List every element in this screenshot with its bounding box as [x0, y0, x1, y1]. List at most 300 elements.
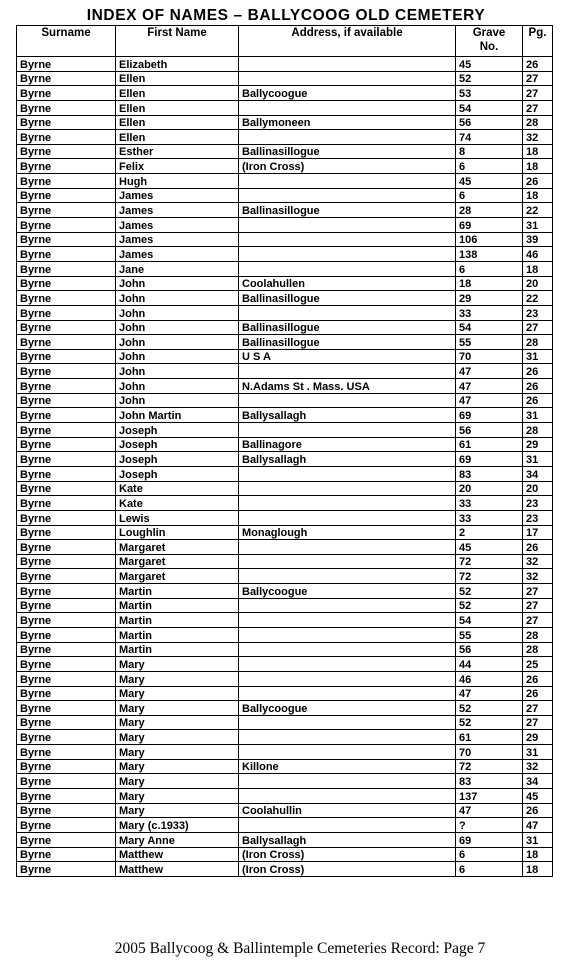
cell-address: Monaglough	[239, 525, 456, 540]
cell-grave-no: 28	[456, 203, 523, 218]
cell-surname: Byrne	[17, 657, 116, 672]
cell-surname: Byrne	[17, 203, 116, 218]
cell-address	[239, 774, 456, 789]
cell-surname: Byrne	[17, 730, 116, 745]
cell-page: 27	[523, 613, 553, 628]
cell-page: 47	[523, 818, 553, 833]
cell-surname: Byrne	[17, 188, 116, 203]
cell-address	[239, 130, 456, 145]
cell-page: 31	[523, 218, 553, 233]
table-row	[17, 320, 553, 335]
cell-grave-no: 74	[456, 130, 523, 145]
cell-address: Ballysallagh	[239, 408, 456, 423]
cell-grave-no: 29	[456, 291, 523, 306]
page-footer: 2005 Ballycoog & Ballintemple Cemeteries Record: Page 7	[114, 940, 486, 957]
cell-page: 39	[523, 232, 553, 247]
cell-first-name: Ellen	[116, 71, 239, 86]
table-row	[17, 510, 553, 525]
cell-surname: Byrne	[17, 247, 116, 262]
cell-grave-no: 45	[456, 174, 523, 189]
cell-first-name: James	[116, 247, 239, 262]
cell-address	[239, 57, 456, 72]
cell-first-name: Joseph	[116, 466, 239, 481]
cell-address: (Iron Cross)	[239, 159, 456, 174]
cell-surname: Byrne	[17, 437, 116, 452]
cell-address	[239, 305, 456, 320]
cell-surname: Byrne	[17, 525, 116, 540]
cell-address: Ballinasillogue	[239, 320, 456, 335]
cell-address	[239, 218, 456, 233]
cell-grave-no: 47	[456, 803, 523, 818]
table-row	[17, 818, 553, 833]
cell-first-name: James	[116, 218, 239, 233]
cell-first-name: Mary	[116, 686, 239, 701]
header-grave-line1: Grave	[472, 27, 506, 39]
cell-surname: Byrne	[17, 481, 116, 496]
cell-surname: Byrne	[17, 408, 116, 423]
cell-grave-no: 8	[456, 144, 523, 159]
table-row	[17, 657, 553, 672]
cell-page: 27	[523, 71, 553, 86]
cell-first-name: Joseph	[116, 437, 239, 452]
cell-address: Ballysallagh	[239, 832, 456, 847]
cell-first-name: Ellen	[116, 130, 239, 145]
cell-grave-no: 55	[456, 627, 523, 642]
header-row	[17, 26, 553, 57]
cell-page: 28	[523, 335, 553, 350]
table-row	[17, 671, 553, 686]
cell-address: Ballycoogue	[239, 86, 456, 101]
cell-address	[239, 789, 456, 804]
cell-first-name: Martin	[116, 627, 239, 642]
cell-page: 18	[523, 862, 553, 877]
table-row	[17, 613, 553, 628]
cell-grave-no: 47	[456, 393, 523, 408]
cell-grave-no: 33	[456, 305, 523, 320]
cell-page: 18	[523, 188, 553, 203]
cell-surname: Byrne	[17, 613, 116, 628]
table-row	[17, 393, 553, 408]
cell-page: 31	[523, 349, 553, 364]
table-row	[17, 584, 553, 599]
cell-page: 34	[523, 774, 553, 789]
table-row	[17, 174, 553, 189]
cell-address: Ballinasillogue	[239, 335, 456, 350]
cell-first-name: Jane	[116, 261, 239, 276]
cell-page: 26	[523, 540, 553, 555]
cell-first-name: Elizabeth	[116, 57, 239, 72]
header-grave-no	[456, 26, 523, 57]
cell-address: Ballymoneen	[239, 115, 456, 130]
cell-surname: Byrne	[17, 671, 116, 686]
cell-surname: Byrne	[17, 423, 116, 438]
cell-first-name: John	[116, 291, 239, 306]
table-row	[17, 364, 553, 379]
cell-grave-no: ?	[456, 818, 523, 833]
cell-grave-no: 69	[456, 408, 523, 423]
cell-address: Killone	[239, 759, 456, 774]
cell-first-name: Mary	[116, 701, 239, 716]
table-row	[17, 218, 553, 233]
cell-first-name: Mary	[116, 789, 239, 804]
cell-address: Ballinasillogue	[239, 203, 456, 218]
table-row	[17, 774, 553, 789]
cell-grave-no: 138	[456, 247, 523, 262]
cell-first-name: Kate	[116, 481, 239, 496]
cell-surname: Byrne	[17, 320, 116, 335]
table-row	[17, 232, 553, 247]
table-row	[17, 437, 553, 452]
cell-first-name: Martin	[116, 584, 239, 599]
cell-surname: Byrne	[17, 584, 116, 599]
cell-page: 27	[523, 86, 553, 101]
cell-surname: Byrne	[17, 686, 116, 701]
cell-surname: Byrne	[17, 276, 116, 291]
cell-grave-no: 70	[456, 349, 523, 364]
cell-address: U S A	[239, 349, 456, 364]
table-row	[17, 701, 553, 716]
cell-first-name: Ellen	[116, 86, 239, 101]
table-row	[17, 159, 553, 174]
cell-first-name: John	[116, 379, 239, 394]
cell-surname: Byrne	[17, 115, 116, 130]
cell-grave-no: 6	[456, 847, 523, 862]
cell-page: 32	[523, 554, 553, 569]
cell-address	[239, 466, 456, 481]
cell-first-name: Matthew	[116, 847, 239, 862]
cell-surname: Byrne	[17, 745, 116, 760]
cell-grave-no: 72	[456, 569, 523, 584]
cell-surname: Byrne	[17, 789, 116, 804]
cell-surname: Byrne	[17, 261, 116, 276]
table-row	[17, 188, 553, 203]
cell-first-name: Mary (c.1933)	[116, 818, 239, 833]
cell-address	[239, 71, 456, 86]
cell-page: 28	[523, 642, 553, 657]
cell-surname: Byrne	[17, 554, 116, 569]
cell-grave-no: 69	[456, 832, 523, 847]
cell-first-name: Mary	[116, 745, 239, 760]
cell-address	[239, 540, 456, 555]
cell-surname: Byrne	[17, 305, 116, 320]
cell-grave-no: 45	[456, 540, 523, 555]
cell-surname: Byrne	[17, 379, 116, 394]
table-row	[17, 803, 553, 818]
cell-surname: Byrne	[17, 100, 116, 115]
cell-address	[239, 393, 456, 408]
table-row	[17, 540, 553, 555]
table-row	[17, 247, 553, 262]
cell-grave-no: 18	[456, 276, 523, 291]
cell-surname: Byrne	[17, 510, 116, 525]
cell-address	[239, 174, 456, 189]
cell-grave-no: 33	[456, 496, 523, 511]
table-row	[17, 57, 553, 72]
cell-first-name: Martin	[116, 613, 239, 628]
cell-surname: Byrne	[17, 598, 116, 613]
cell-surname: Byrne	[17, 701, 116, 716]
cell-page: 45	[523, 789, 553, 804]
table-row	[17, 452, 553, 467]
cell-address	[239, 657, 456, 672]
cell-surname: Byrne	[17, 803, 116, 818]
cell-page: 23	[523, 510, 553, 525]
cell-grave-no: 6	[456, 159, 523, 174]
cell-surname: Byrne	[17, 57, 116, 72]
cell-surname: Byrne	[17, 466, 116, 481]
table-row	[17, 261, 553, 276]
cell-grave-no: 137	[456, 789, 523, 804]
table-row	[17, 335, 553, 350]
cell-page: 27	[523, 598, 553, 613]
cell-surname: Byrne	[17, 569, 116, 584]
cell-page: 23	[523, 305, 553, 320]
table-row	[17, 100, 553, 115]
cell-grave-no: 2	[456, 525, 523, 540]
table-row	[17, 598, 553, 613]
cell-surname: Byrne	[17, 627, 116, 642]
cell-address: (Iron Cross)	[239, 862, 456, 877]
cell-page: 46	[523, 247, 553, 262]
cell-grave-no: 20	[456, 481, 523, 496]
cell-address	[239, 188, 456, 203]
cell-page: 31	[523, 452, 553, 467]
table-row	[17, 789, 553, 804]
cell-first-name: John	[116, 320, 239, 335]
cell-surname: Byrne	[17, 335, 116, 350]
cell-surname: Byrne	[17, 759, 116, 774]
table-row	[17, 130, 553, 145]
cell-first-name: Esther	[116, 144, 239, 159]
cell-grave-no: 106	[456, 232, 523, 247]
table-row	[17, 86, 553, 101]
table-row	[17, 305, 553, 320]
cell-address: Ballysallagh	[239, 452, 456, 467]
cell-first-name: Mary	[116, 730, 239, 745]
cell-first-name: Lewis	[116, 510, 239, 525]
cell-grave-no: 83	[456, 466, 523, 481]
cell-surname: Byrne	[17, 218, 116, 233]
cell-surname: Byrne	[17, 847, 116, 862]
cell-page: 26	[523, 57, 553, 72]
cell-first-name: Mary Anne	[116, 832, 239, 847]
table-row	[17, 627, 553, 642]
cell-page: 22	[523, 291, 553, 306]
cell-page: 31	[523, 832, 553, 847]
cell-grave-no: 52	[456, 715, 523, 730]
cell-first-name: Margaret	[116, 540, 239, 555]
cell-first-name: Ellen	[116, 115, 239, 130]
cell-address	[239, 569, 456, 584]
cell-surname: Byrne	[17, 291, 116, 306]
cell-first-name: Mary	[116, 715, 239, 730]
cell-first-name: John	[116, 364, 239, 379]
cell-page: 31	[523, 745, 553, 760]
cell-first-name: James	[116, 203, 239, 218]
cell-grave-no: 52	[456, 71, 523, 86]
cell-page: 23	[523, 496, 553, 511]
table-row	[17, 832, 553, 847]
table-row	[17, 71, 553, 86]
table-row	[17, 203, 553, 218]
cell-page: 26	[523, 393, 553, 408]
table-body	[17, 57, 553, 877]
cell-first-name: Kate	[116, 496, 239, 511]
cell-first-name: Mary	[116, 803, 239, 818]
cell-page: 29	[523, 437, 553, 452]
cell-page: 17	[523, 525, 553, 540]
table-row	[17, 291, 553, 306]
cell-address: Coolahullen	[239, 276, 456, 291]
cell-grave-no: 54	[456, 100, 523, 115]
table-row	[17, 144, 553, 159]
table-row	[17, 715, 553, 730]
table-row	[17, 642, 553, 657]
cell-surname: Byrne	[17, 642, 116, 657]
cell-page: 31	[523, 408, 553, 423]
cell-grave-no: 6	[456, 862, 523, 877]
page-title: INDEX OF NAMES – BALLYCOOG OLD CEMETERY	[86, 7, 486, 24]
cell-grave-no: 53	[456, 86, 523, 101]
table-row	[17, 115, 553, 130]
cell-address	[239, 247, 456, 262]
cell-first-name: John	[116, 305, 239, 320]
cell-address	[239, 481, 456, 496]
cell-page: 27	[523, 584, 553, 599]
table-row	[17, 276, 553, 291]
cell-address: Ballinasillogue	[239, 291, 456, 306]
cell-first-name: Martin	[116, 642, 239, 657]
cell-grave-no: 69	[456, 218, 523, 233]
table-row	[17, 408, 553, 423]
cell-surname: Byrne	[17, 818, 116, 833]
cell-grave-no: 56	[456, 423, 523, 438]
cell-page: 27	[523, 701, 553, 716]
cell-first-name: Hugh	[116, 174, 239, 189]
cell-first-name: James	[116, 232, 239, 247]
cell-surname: Byrne	[17, 159, 116, 174]
header-grave-line2: No.	[479, 41, 499, 53]
cell-page: 26	[523, 803, 553, 818]
cell-surname: Byrne	[17, 144, 116, 159]
cell-grave-no: 47	[456, 686, 523, 701]
table-row	[17, 423, 553, 438]
cell-address: Ballycoogue	[239, 701, 456, 716]
cell-address	[239, 627, 456, 642]
cell-address	[239, 423, 456, 438]
table-row	[17, 379, 553, 394]
cell-page: 27	[523, 100, 553, 115]
cell-grave-no: 52	[456, 701, 523, 716]
table-row	[17, 481, 553, 496]
table-row	[17, 496, 553, 511]
cell-surname: Byrne	[17, 232, 116, 247]
table-row	[17, 686, 553, 701]
cell-address: Coolahullin	[239, 803, 456, 818]
cell-address	[239, 613, 456, 628]
cell-grave-no: 44	[456, 657, 523, 672]
cell-address: (Iron Cross)	[239, 847, 456, 862]
cell-page: 27	[523, 320, 553, 335]
cell-grave-no: 47	[456, 364, 523, 379]
cell-first-name: James	[116, 188, 239, 203]
cell-grave-no: 46	[456, 671, 523, 686]
cell-first-name: Martin	[116, 598, 239, 613]
header-surname: Surname	[17, 26, 116, 57]
table-row	[17, 862, 553, 877]
cell-address	[239, 715, 456, 730]
cell-surname: Byrne	[17, 774, 116, 789]
cell-page: 32	[523, 759, 553, 774]
cell-grave-no: 56	[456, 115, 523, 130]
cell-address	[239, 100, 456, 115]
cell-surname: Byrne	[17, 364, 116, 379]
cell-grave-no: 6	[456, 261, 523, 276]
cell-grave-no: 54	[456, 613, 523, 628]
cell-surname: Byrne	[17, 349, 116, 364]
cell-grave-no: 70	[456, 745, 523, 760]
cell-page: 18	[523, 144, 553, 159]
cell-grave-no: 69	[456, 452, 523, 467]
cell-surname: Byrne	[17, 452, 116, 467]
cell-page: 18	[523, 159, 553, 174]
cell-grave-no: 56	[456, 642, 523, 657]
cell-surname: Byrne	[17, 715, 116, 730]
cell-address	[239, 364, 456, 379]
cell-address	[239, 598, 456, 613]
cell-first-name: Joseph	[116, 452, 239, 467]
cell-page: 26	[523, 174, 553, 189]
cell-surname: Byrne	[17, 86, 116, 101]
cell-address	[239, 510, 456, 525]
cell-page: 28	[523, 115, 553, 130]
cell-first-name: Margaret	[116, 569, 239, 584]
cell-first-name: John	[116, 335, 239, 350]
header-address: Address, if available	[239, 26, 456, 57]
cell-first-name: John	[116, 349, 239, 364]
cell-address	[239, 818, 456, 833]
cell-grave-no: 61	[456, 437, 523, 452]
cell-grave-no: 72	[456, 554, 523, 569]
cell-address	[239, 730, 456, 745]
cell-surname: Byrne	[17, 174, 116, 189]
cell-grave-no: 54	[456, 320, 523, 335]
header-page: Pg.	[523, 26, 553, 57]
cell-address	[239, 496, 456, 511]
cell-grave-no: 33	[456, 510, 523, 525]
header-first-name: First Name	[116, 26, 239, 57]
cell-page: 32	[523, 130, 553, 145]
cell-address	[239, 261, 456, 276]
cell-page: 26	[523, 671, 553, 686]
cell-grave-no: 83	[456, 774, 523, 789]
cell-first-name: Margaret	[116, 554, 239, 569]
cell-grave-no: 61	[456, 730, 523, 745]
table-row	[17, 847, 553, 862]
table-row	[17, 569, 553, 584]
table-header	[17, 26, 553, 57]
cell-first-name: Mary	[116, 774, 239, 789]
cell-address	[239, 554, 456, 569]
cell-surname: Byrne	[17, 393, 116, 408]
table-row	[17, 466, 553, 481]
cell-page: 26	[523, 364, 553, 379]
table-row	[17, 525, 553, 540]
names-index-table	[16, 25, 553, 877]
cell-page: 34	[523, 466, 553, 481]
cell-address: Ballycoogue	[239, 584, 456, 599]
cell-first-name: Ellen	[116, 100, 239, 115]
